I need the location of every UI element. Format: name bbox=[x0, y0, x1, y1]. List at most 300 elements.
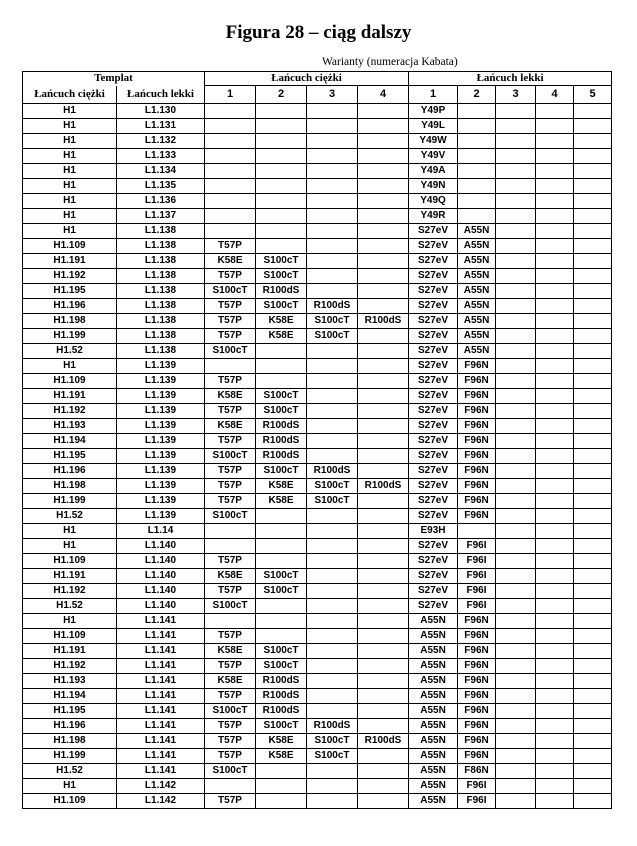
light-2-cell: F96N bbox=[458, 734, 496, 749]
light-2-cell: F96N bbox=[458, 674, 496, 689]
heavy-3-cell: R100dS bbox=[307, 719, 358, 734]
heavy-4-cell bbox=[358, 629, 409, 644]
light-2-cell: F96N bbox=[458, 659, 496, 674]
light-2-cell: F96I bbox=[458, 599, 496, 614]
heavy-1-cell: K58E bbox=[205, 569, 256, 584]
light-5-cell bbox=[574, 374, 612, 389]
heavy-3-cell bbox=[307, 344, 358, 359]
template-heavy-cell: H1 bbox=[23, 614, 117, 629]
light-4-cell bbox=[536, 149, 574, 164]
heavy-3-cell bbox=[307, 404, 358, 419]
table-row bbox=[23, 689, 612, 704]
light-4-cell bbox=[536, 224, 574, 239]
template-heavy-cell: H1.191 bbox=[23, 644, 117, 659]
heavy-1-cell: T57P bbox=[205, 749, 256, 764]
heavy-4-cell bbox=[358, 209, 409, 224]
light-5-cell bbox=[574, 794, 612, 809]
light-1-cell: A55N bbox=[409, 674, 458, 689]
light-4-cell bbox=[536, 269, 574, 284]
table-row bbox=[23, 464, 612, 479]
heavy-1-cell bbox=[205, 209, 256, 224]
table-row bbox=[23, 404, 612, 419]
template-light-cell: L1.135 bbox=[117, 179, 205, 194]
heavy-2-cell: S100cT bbox=[256, 644, 307, 659]
light-3-cell bbox=[496, 164, 536, 179]
heavy-col-4: 4 bbox=[358, 86, 409, 104]
table-row bbox=[23, 269, 612, 284]
heavy-3-cell bbox=[307, 449, 358, 464]
light-3-cell bbox=[496, 614, 536, 629]
light-3-cell bbox=[496, 764, 536, 779]
light-4-cell bbox=[536, 599, 574, 614]
template-light-cell: L1.138 bbox=[117, 284, 205, 299]
light-3-cell bbox=[496, 704, 536, 719]
heavy-1-cell bbox=[205, 779, 256, 794]
heavy-3-cell bbox=[307, 794, 358, 809]
heavy-4-cell bbox=[358, 224, 409, 239]
heavy-2-cell: K58E bbox=[256, 749, 307, 764]
light-2-cell bbox=[458, 209, 496, 224]
light-3-cell bbox=[496, 314, 536, 329]
heavy-1-cell bbox=[205, 359, 256, 374]
heavy-4-cell bbox=[358, 764, 409, 779]
heavy-4-cell bbox=[358, 419, 409, 434]
heavy-3-cell bbox=[307, 374, 358, 389]
template-light-cell: L1.139 bbox=[117, 479, 205, 494]
heavy-3-cell: S100cT bbox=[307, 479, 358, 494]
light-col-2: 2 bbox=[458, 86, 496, 104]
template-light-cell: L1.139 bbox=[117, 509, 205, 524]
light-2-cell: A55N bbox=[458, 239, 496, 254]
header-group-row bbox=[23, 72, 612, 86]
heavy-2-cell bbox=[256, 239, 307, 254]
heavy-3-cell bbox=[307, 209, 358, 224]
heavy-1-cell: K58E bbox=[205, 674, 256, 689]
heavy-1-cell: T57P bbox=[205, 554, 256, 569]
heavy-4-cell bbox=[358, 164, 409, 179]
light-1-cell: Y49R bbox=[409, 209, 458, 224]
heavy-2-cell bbox=[256, 374, 307, 389]
heavy-2-cell bbox=[256, 554, 307, 569]
template-light-cell: L1.141 bbox=[117, 749, 205, 764]
template-light-cell: L1.134 bbox=[117, 164, 205, 179]
template-light-cell: L1.139 bbox=[117, 404, 205, 419]
light-4-cell bbox=[536, 179, 574, 194]
light-4-cell bbox=[536, 689, 574, 704]
light-1-cell: S27eV bbox=[409, 494, 458, 509]
template-light-cell: L1.140 bbox=[117, 599, 205, 614]
light-5-cell bbox=[574, 479, 612, 494]
light-5-cell bbox=[574, 644, 612, 659]
light-4-cell bbox=[536, 749, 574, 764]
heavy-1-cell: K58E bbox=[205, 389, 256, 404]
light-2-cell bbox=[458, 119, 496, 134]
template-heavy-cell: H1.196 bbox=[23, 464, 117, 479]
heavy-3-cell bbox=[307, 524, 358, 539]
light-2-cell: A55N bbox=[458, 254, 496, 269]
heavy-2-cell bbox=[256, 224, 307, 239]
light-2-cell bbox=[458, 104, 496, 119]
heavy-3-cell bbox=[307, 764, 358, 779]
template-heavy-cell: H1.192 bbox=[23, 584, 117, 599]
table-row bbox=[23, 374, 612, 389]
template-light-cell: L1.141 bbox=[117, 644, 205, 659]
heavy-1-cell bbox=[205, 194, 256, 209]
heavy-1-cell: S100cT bbox=[205, 509, 256, 524]
light-4-cell bbox=[536, 614, 574, 629]
table-row bbox=[23, 509, 612, 524]
heavy-1-cell: S100cT bbox=[205, 704, 256, 719]
light-2-cell: F96I bbox=[458, 554, 496, 569]
light-2-cell: F96N bbox=[458, 359, 496, 374]
light-3-cell bbox=[496, 389, 536, 404]
light-3-cell bbox=[496, 329, 536, 344]
light-4-cell bbox=[536, 329, 574, 344]
template-heavy-cell: H1.198 bbox=[23, 314, 117, 329]
light-4-cell bbox=[536, 404, 574, 419]
light-2-cell: A55N bbox=[458, 344, 496, 359]
light-5-cell bbox=[574, 674, 612, 689]
template-light-cell: L1.141 bbox=[117, 764, 205, 779]
template-light-cell: L1.139 bbox=[117, 389, 205, 404]
template-heavy-cell: H1 bbox=[23, 149, 117, 164]
light-3-cell bbox=[496, 374, 536, 389]
table-row bbox=[23, 299, 612, 314]
light-1-cell: S27eV bbox=[409, 464, 458, 479]
light-2-cell: F96I bbox=[458, 584, 496, 599]
table-row bbox=[23, 449, 612, 464]
light-2-cell: F96I bbox=[458, 794, 496, 809]
heavy-1-cell bbox=[205, 539, 256, 554]
light-2-cell: F96N bbox=[458, 434, 496, 449]
light-4-cell bbox=[536, 584, 574, 599]
template-light-cell: L1.133 bbox=[117, 149, 205, 164]
light-4-cell bbox=[536, 779, 574, 794]
light-2-cell: F96N bbox=[458, 419, 496, 434]
heavy-3-cell bbox=[307, 164, 358, 179]
table-row bbox=[23, 419, 612, 434]
heavy-3-cell bbox=[307, 689, 358, 704]
template-heavy-cell: H1 bbox=[23, 104, 117, 119]
template-heavy-cell: H1.194 bbox=[23, 434, 117, 449]
light-5-cell bbox=[574, 344, 612, 359]
heavy-4-cell bbox=[358, 524, 409, 539]
template-light-cell: L1.139 bbox=[117, 359, 205, 374]
template-heavy-cell: H1.109 bbox=[23, 374, 117, 389]
heavy-4-cell bbox=[358, 119, 409, 134]
light-3-cell bbox=[496, 194, 536, 209]
template-heavy-cell: H1.199 bbox=[23, 329, 117, 344]
heavy-1-cell bbox=[205, 119, 256, 134]
light-5-cell bbox=[574, 779, 612, 794]
light-2-cell: F96N bbox=[458, 689, 496, 704]
heavy-4-cell bbox=[358, 779, 409, 794]
template-light-cell: L1.142 bbox=[117, 779, 205, 794]
light-1-cell: Y49Q bbox=[409, 194, 458, 209]
light-3-cell bbox=[496, 134, 536, 149]
light-1-cell: S27eV bbox=[409, 299, 458, 314]
heavy-4-cell bbox=[358, 254, 409, 269]
heavy-1-cell: S100cT bbox=[205, 449, 256, 464]
template-heavy-cell: H1.191 bbox=[23, 389, 117, 404]
heavy-2-cell bbox=[256, 509, 307, 524]
table-row bbox=[23, 164, 612, 179]
template-light-cell: L1.138 bbox=[117, 269, 205, 284]
template-heavy-cell: H1.198 bbox=[23, 734, 117, 749]
heavy-3-cell: S100cT bbox=[307, 749, 358, 764]
template-heavy-cell: H1.196 bbox=[23, 299, 117, 314]
heavy-3-cell bbox=[307, 569, 358, 584]
light-3-cell bbox=[496, 284, 536, 299]
table-row bbox=[23, 674, 612, 689]
heavy-1-cell: T57P bbox=[205, 494, 256, 509]
template-heavy-cell: H1 bbox=[23, 779, 117, 794]
light-1-cell: A55N bbox=[409, 704, 458, 719]
heavy-2-cell bbox=[256, 629, 307, 644]
heavy-2-cell: S100cT bbox=[256, 464, 307, 479]
light-5-cell bbox=[574, 734, 612, 749]
heavy-4-cell bbox=[358, 179, 409, 194]
light-3-cell bbox=[496, 539, 536, 554]
template-heavy-cell: H1.52 bbox=[23, 764, 117, 779]
heavy-4-cell bbox=[358, 569, 409, 584]
heavy-3-cell bbox=[307, 119, 358, 134]
table-row bbox=[23, 104, 612, 119]
table-row bbox=[23, 209, 612, 224]
heavy-chain-header: Łańcuch ciężki bbox=[205, 72, 409, 86]
light-4-cell bbox=[536, 719, 574, 734]
template-heavy-cell: H1.199 bbox=[23, 494, 117, 509]
heavy-1-cell: T57P bbox=[205, 329, 256, 344]
template-heavy-cell: H1.191 bbox=[23, 254, 117, 269]
table-row bbox=[23, 569, 612, 584]
heavy-4-cell bbox=[358, 539, 409, 554]
variants-subtitle: Warianty (numeracja Kabata) bbox=[322, 56, 458, 68]
light-3-cell bbox=[496, 104, 536, 119]
heavy-4-cell bbox=[358, 689, 409, 704]
light-5-cell bbox=[574, 404, 612, 419]
light-3-cell bbox=[496, 359, 536, 374]
heavy-1-cell: S100cT bbox=[205, 764, 256, 779]
template-heavy-cell: H1 bbox=[23, 119, 117, 134]
light-3-cell bbox=[496, 629, 536, 644]
heavy-3-cell bbox=[307, 644, 358, 659]
template-heavy-cell: H1.192 bbox=[23, 659, 117, 674]
light-2-cell: F96N bbox=[458, 404, 496, 419]
template-light-cell: L1.139 bbox=[117, 374, 205, 389]
template-light-cell: L1.138 bbox=[117, 329, 205, 344]
heavy-4-cell bbox=[358, 449, 409, 464]
heavy-3-cell bbox=[307, 269, 358, 284]
heavy-4-cell bbox=[358, 284, 409, 299]
light-1-cell: S27eV bbox=[409, 269, 458, 284]
light-3-cell bbox=[496, 509, 536, 524]
light-1-cell: S27eV bbox=[409, 449, 458, 464]
heavy-2-cell: R100dS bbox=[256, 689, 307, 704]
light-2-cell: F96N bbox=[458, 449, 496, 464]
light-2-cell bbox=[458, 149, 496, 164]
heavy-1-cell: T57P bbox=[205, 464, 256, 479]
light-3-cell bbox=[496, 344, 536, 359]
light-2-cell: F96N bbox=[458, 644, 496, 659]
light-3-cell bbox=[496, 554, 536, 569]
heavy-2-cell bbox=[256, 539, 307, 554]
heavy-2-cell: S100cT bbox=[256, 659, 307, 674]
light-1-cell: S27eV bbox=[409, 374, 458, 389]
light-5-cell bbox=[574, 599, 612, 614]
light-3-cell bbox=[496, 299, 536, 314]
template-light-cell: L1.130 bbox=[117, 104, 205, 119]
light-3-cell bbox=[496, 599, 536, 614]
light-5-cell bbox=[574, 509, 612, 524]
template-header: Templat bbox=[23, 72, 205, 86]
table-row bbox=[23, 329, 612, 344]
light-1-cell: Y49W bbox=[409, 134, 458, 149]
template-heavy-cell: H1.193 bbox=[23, 419, 117, 434]
light-4-cell bbox=[536, 194, 574, 209]
table-row bbox=[23, 779, 612, 794]
light-5-cell bbox=[574, 224, 612, 239]
light-4-cell bbox=[536, 374, 574, 389]
heavy-3-cell bbox=[307, 194, 358, 209]
heavy-4-cell bbox=[358, 614, 409, 629]
table-row bbox=[23, 194, 612, 209]
light-5-cell bbox=[574, 299, 612, 314]
template-light-cell: L1.141 bbox=[117, 614, 205, 629]
heavy-4-cell bbox=[358, 659, 409, 674]
template-light-cell: L1.141 bbox=[117, 629, 205, 644]
template-heavy-cell: H1.192 bbox=[23, 269, 117, 284]
heavy-2-cell: K58E bbox=[256, 734, 307, 749]
template-heavy-cell: H1 bbox=[23, 359, 117, 374]
light-1-cell: S27eV bbox=[409, 554, 458, 569]
light-5-cell bbox=[574, 584, 612, 599]
heavy-4-cell bbox=[358, 794, 409, 809]
template-heavy-cell: H1 bbox=[23, 194, 117, 209]
template-heavy-cell: H1.109 bbox=[23, 554, 117, 569]
light-4-cell bbox=[536, 629, 574, 644]
light-3-cell bbox=[496, 449, 536, 464]
light-3-cell bbox=[496, 434, 536, 449]
heavy-1-cell: K58E bbox=[205, 419, 256, 434]
light-4-cell bbox=[536, 164, 574, 179]
light-2-cell: F96N bbox=[458, 704, 496, 719]
heavy-1-cell bbox=[205, 179, 256, 194]
light-2-cell: F96N bbox=[458, 389, 496, 404]
heavy-4-cell bbox=[358, 494, 409, 509]
template-light-cell: L1.141 bbox=[117, 689, 205, 704]
heavy-1-cell: T57P bbox=[205, 239, 256, 254]
heavy-1-cell: T57P bbox=[205, 269, 256, 284]
heavy-2-cell bbox=[256, 764, 307, 779]
light-2-cell bbox=[458, 179, 496, 194]
light-5-cell bbox=[574, 269, 612, 284]
heavy-3-cell bbox=[307, 419, 358, 434]
heavy-4-cell bbox=[358, 374, 409, 389]
template-light-cell: L1.132 bbox=[117, 134, 205, 149]
light-3-cell bbox=[496, 119, 536, 134]
light-4-cell bbox=[536, 254, 574, 269]
light-1-cell: S27eV bbox=[409, 344, 458, 359]
heavy-3-cell bbox=[307, 389, 358, 404]
heavy-2-cell bbox=[256, 179, 307, 194]
table-row bbox=[23, 659, 612, 674]
light-2-cell: F96N bbox=[458, 629, 496, 644]
table-row bbox=[23, 254, 612, 269]
table-row bbox=[23, 149, 612, 164]
heavy-2-cell: K58E bbox=[256, 329, 307, 344]
table-row bbox=[23, 359, 612, 374]
light-5-cell bbox=[574, 149, 612, 164]
table-row bbox=[23, 434, 612, 449]
light-5-cell bbox=[574, 359, 612, 374]
light-1-cell: A55N bbox=[409, 689, 458, 704]
light-1-cell: A55N bbox=[409, 749, 458, 764]
light-5-cell bbox=[574, 449, 612, 464]
light-1-cell: S27eV bbox=[409, 479, 458, 494]
light-1-cell: A55N bbox=[409, 659, 458, 674]
light-1-cell: A55N bbox=[409, 629, 458, 644]
template-heavy-cell: H1 bbox=[23, 224, 117, 239]
table-row bbox=[23, 794, 612, 809]
heavy-2-cell bbox=[256, 344, 307, 359]
template-heavy-cell: H1.199 bbox=[23, 749, 117, 764]
heavy-1-cell bbox=[205, 104, 256, 119]
light-3-cell bbox=[496, 779, 536, 794]
table-row bbox=[23, 314, 612, 329]
heavy-2-cell: R100dS bbox=[256, 434, 307, 449]
light-5-cell bbox=[574, 209, 612, 224]
light-1-cell: S27eV bbox=[409, 599, 458, 614]
heavy-3-cell: R100dS bbox=[307, 299, 358, 314]
light-2-cell: A55N bbox=[458, 269, 496, 284]
light-3-cell bbox=[496, 524, 536, 539]
heavy-4-cell bbox=[358, 104, 409, 119]
light-2-cell: A55N bbox=[458, 284, 496, 299]
heavy-3-cell bbox=[307, 284, 358, 299]
light-4-cell bbox=[536, 344, 574, 359]
heavy-4-cell bbox=[358, 749, 409, 764]
template-light-cell: L1.136 bbox=[117, 194, 205, 209]
light-3-cell bbox=[496, 209, 536, 224]
heavy-4-cell bbox=[358, 299, 409, 314]
template-light-cell: L1.140 bbox=[117, 554, 205, 569]
heavy-4-cell: R100dS bbox=[358, 314, 409, 329]
heavy-4-cell bbox=[358, 509, 409, 524]
template-light-cell: L1.142 bbox=[117, 794, 205, 809]
heavy-2-cell: S100cT bbox=[256, 269, 307, 284]
table-row bbox=[23, 239, 612, 254]
light-1-cell: S27eV bbox=[409, 314, 458, 329]
light-2-cell bbox=[458, 164, 496, 179]
heavy-3-cell bbox=[307, 704, 358, 719]
light-5-cell bbox=[574, 164, 612, 179]
heavy-2-cell bbox=[256, 164, 307, 179]
light-5-cell bbox=[574, 179, 612, 194]
table-row bbox=[23, 224, 612, 239]
light-1-cell: S27eV bbox=[409, 224, 458, 239]
table-row bbox=[23, 134, 612, 149]
heavy-3-cell bbox=[307, 779, 358, 794]
heavy-1-cell bbox=[205, 149, 256, 164]
table-row bbox=[23, 749, 612, 764]
light-4-cell bbox=[536, 434, 574, 449]
light-5-cell bbox=[574, 689, 612, 704]
heavy-4-cell bbox=[358, 359, 409, 374]
heavy-2-cell bbox=[256, 794, 307, 809]
heavy-2-cell bbox=[256, 104, 307, 119]
light-5-cell bbox=[574, 389, 612, 404]
